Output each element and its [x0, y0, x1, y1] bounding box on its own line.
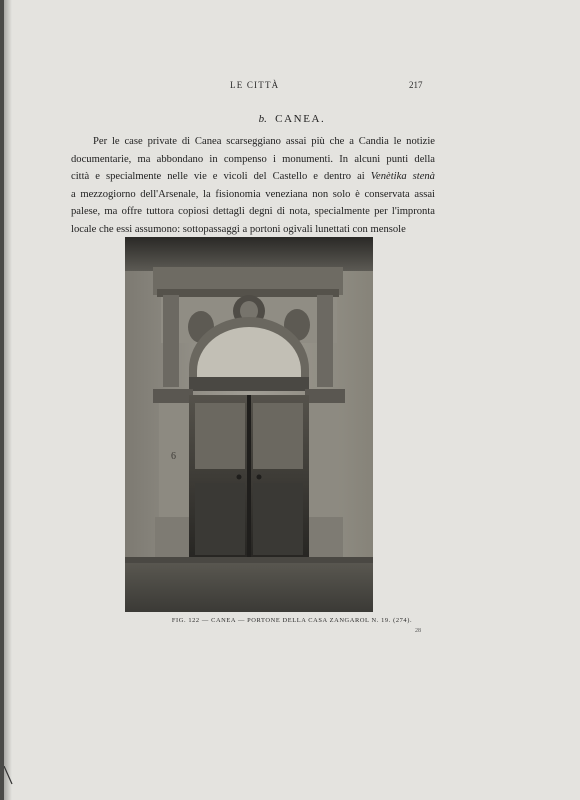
cobblestone-street [125, 561, 373, 612]
door-upper-right-panel [253, 403, 303, 469]
body-line: Per le case private di Canea scarseggiano assai più che a Candia le notizie [93, 136, 435, 147]
threshold [125, 557, 373, 563]
body-line-italic: Venètika stenà [370, 171, 435, 183]
left-herm [163, 295, 179, 387]
left-pilaster-base [155, 517, 191, 563]
door-lower-left-panel [195, 483, 245, 555]
section-number: b. [258, 113, 267, 125]
door-number: 6 [171, 451, 176, 462]
figure-photograph [125, 237, 373, 612]
door-knob-right [257, 475, 262, 480]
body-line-text: città e specialmente nelle vie e vicoli del Castello e dentro ai [71, 171, 371, 183]
transom-bar [189, 377, 309, 391]
right-capital [305, 389, 345, 403]
figure-caption: FIG. 122 — CANEA — PORTONE DELLA CASA ZANGAROL N. 19. (274). [171, 617, 413, 624]
door-knob-left [237, 475, 242, 480]
page-number: 217 [409, 80, 423, 90]
door-upper-left-panel [195, 403, 245, 469]
right-herm [317, 295, 333, 387]
body-line: palese, ma offre tuttora copiosi dettagli degni di nota, specialmente per l'impronta [71, 206, 435, 218]
body-paragraph [71, 133, 435, 239]
eave-shadow [125, 237, 373, 271]
body-line: locale che essi assumono: sottopassaggi a portoni ogivali lunettati con mensole [71, 223, 406, 235]
running-title: LE CITTÀ [230, 80, 280, 90]
door-lower-right-panel [253, 483, 303, 555]
door-center-seam [247, 395, 251, 561]
right-pilaster-base [307, 517, 343, 563]
binding-mark [4, 766, 14, 786]
body-line [71, 168, 435, 186]
signature-mark: 28 [415, 628, 421, 634]
left-capital [153, 389, 193, 403]
body-line: documentarie, ma abbondano in compenso i monumenti. In alcuni punti della [71, 153, 435, 165]
section-heading [4, 113, 580, 125]
document-page [4, 0, 580, 800]
doorway-photo [125, 237, 373, 612]
body-line: a mezzogiorno dell'Arsenale, la fisionomia veneziana non solo è conservata assai [71, 188, 435, 200]
section-title: CANEA. [275, 113, 326, 125]
running-head [4, 80, 580, 94]
